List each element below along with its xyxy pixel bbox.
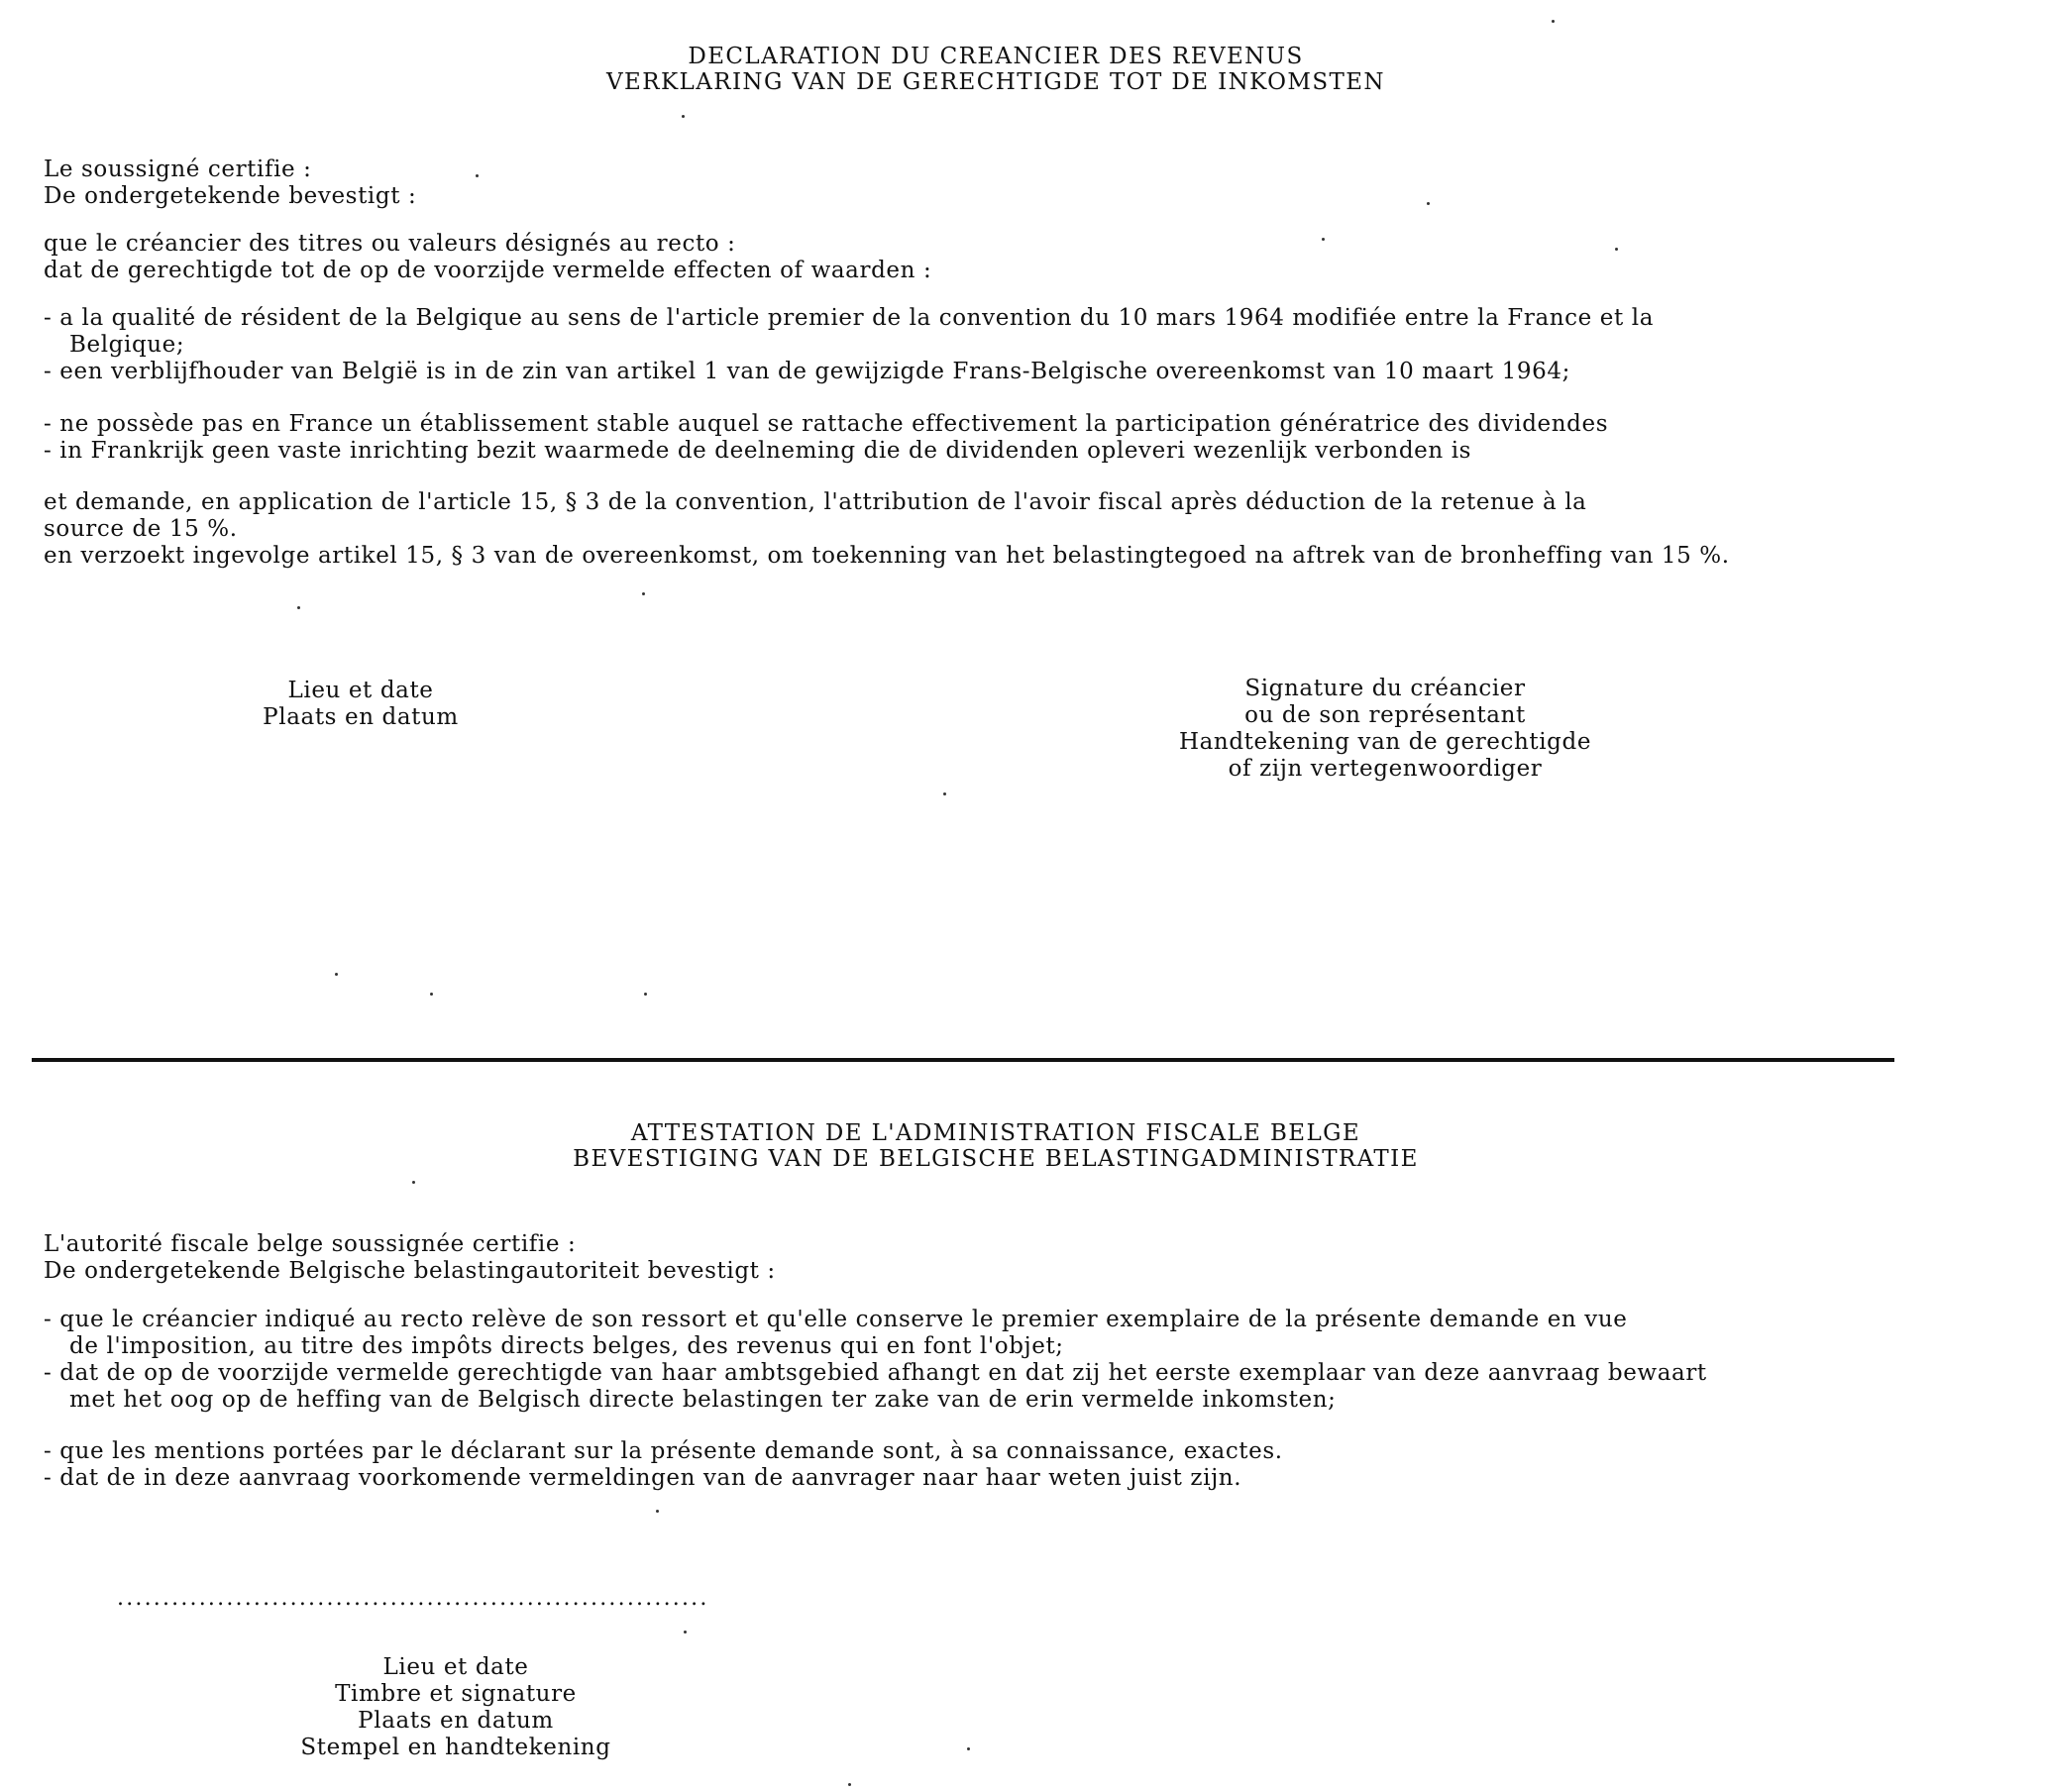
scan-speck <box>412 1181 415 1184</box>
attestation-item-2-nl: - dat de in deze aanvraag voorkomende vermeldingen van de aanvrager naar haar weten juist zijn. <box>44 1465 1242 1491</box>
attestation-stamp-signature-nl: Stempel en handtekening <box>300 1735 611 1760</box>
attestation-dotted-line: ................................................................. <box>117 1586 709 1611</box>
declaration-item-1-fr-cont: Belgique; <box>69 332 185 358</box>
declaration-signature-nl-2: of zijn vertegenwoordiger <box>1228 756 1543 782</box>
scan-speck <box>1322 238 1325 241</box>
scan-speck <box>943 792 946 795</box>
attestation-title-fr: ATTESTATION DE L'ADMINISTRATION FISCALE BELGE <box>630 1120 1361 1146</box>
attestation-intro-fr: L'autorité fiscale belge soussignée certifie : <box>44 1231 577 1257</box>
declaration-request-nl: en verzoekt ingevolge artikel 15, § 3 van de overeenkomst, om toekenning van het belastingtegoed na aftrek van de bronheffing van 15 %. <box>44 543 1730 569</box>
declaration-item-1-fr: - a la qualité de résident de la Belgique au sens de l'article premier de la convention du 10 mars 1964 modifiée entre la France et la <box>44 305 1655 331</box>
declaration-item-1 <box>44 305 1654 385</box>
attestation-item-1 <box>44 1307 1707 1414</box>
declaration-intro-fr: Le soussigné certifie : <box>44 157 312 182</box>
attestation-intro <box>44 1231 776 1285</box>
attestation-item-1-fr: - que le créancier indiqué au recto relève de son ressort et qu'elle conserve le premier exemplaire de la présente demande en vue <box>44 1307 1628 1332</box>
declaration-item-2 <box>44 411 1608 465</box>
attestation-intro-nl: De ondergetekende Belgische belastingautoriteit bevestigt : <box>44 1258 776 1284</box>
attestation-title <box>0 1120 1991 1172</box>
scan-speck <box>656 1510 659 1513</box>
scan-speck <box>682 115 685 118</box>
attestation-place-date-nl: Plaats en datum <box>358 1708 554 1734</box>
attestation-item-2-fr: - que les mentions portées par le déclarant sur la présente demande sont, à sa connaissance, exactes. <box>44 1438 1283 1464</box>
declaration-item-2-fr: - ne possède pas en France un établissement stable auquel se rattache effectivement la participation génératrice des dividendes <box>44 411 1609 437</box>
declaration-signature-fr-1: Signature du créancier <box>1244 676 1526 701</box>
declaration-title-fr: DECLARATION DU CREANCIER DES REVENUS <box>688 44 1304 69</box>
declaration-creditor-nl: dat de gerechtigde tot de op de voorzijde vermelde effecten of waarden : <box>44 258 932 283</box>
declaration-place-date <box>252 678 470 731</box>
scan-speck <box>430 993 433 996</box>
scan-speck <box>642 592 645 595</box>
attestation-title-nl: BEVESTIGING VAN DE BELGISCHE BELASTINGADMINISTRATIE <box>573 1146 1419 1172</box>
scan-speck <box>1427 202 1430 205</box>
scan-speck <box>848 1783 851 1786</box>
attestation-place-date-fr: Lieu et date <box>382 1654 529 1680</box>
scan-speck <box>684 1631 687 1634</box>
scan-speck <box>476 174 479 177</box>
declaration-intro-nl: De ondergetekende bevestigt : <box>44 183 417 209</box>
scan-speck <box>1552 20 1555 23</box>
declaration-place-date-fr: Lieu et date <box>287 678 434 703</box>
scan-speck <box>644 993 647 996</box>
scan-speck <box>1615 248 1618 251</box>
declaration-place-date-nl: Plaats en datum <box>263 704 459 730</box>
declaration-request-fr: et demande, en application de l'article 15, § 3 de la convention, l'attribution de l'avoir fiscal après déduction de la retenue à la <box>44 489 1587 515</box>
declaration-request-fr-cont: source de 15 %. <box>44 516 238 542</box>
attestation-place-date-stamp <box>287 1654 624 1761</box>
scan-speck <box>335 973 338 976</box>
declaration-creditor <box>44 231 931 284</box>
section-divider <box>32 1058 1894 1062</box>
declaration-item-1-nl: - een verblijfhouder van België is in de zin van artikel 1 van de gewijzigde Frans-Belgische overeenkomst van 10 maart 1964; <box>44 359 1570 384</box>
scan-speck <box>297 606 300 609</box>
declaration-intro <box>44 157 416 210</box>
declaration-title-nl: VERKLARING VAN DE GERECHTIGDE TOT DE INKOMSTEN <box>606 69 1385 95</box>
declaration-signature <box>1157 676 1613 783</box>
declaration-signature-fr-2: ou de son représentant <box>1244 702 1526 728</box>
declaration-request <box>44 489 1730 570</box>
declaration-signature-nl-1: Handtekening van de gerechtigde <box>1178 729 1592 755</box>
scan-speck <box>967 1747 970 1750</box>
declaration-item-2-nl: - in Frankrijk geen vaste inrichting bezit waarmede de deelneming die de dividenden opleveri wezenlijk verbonden is <box>44 438 1472 464</box>
attestation-item-1-fr-cont: de l'imposition, au titre des impôts directs belges, des revenus qui en font l'objet; <box>69 1333 1064 1359</box>
attestation-item-1-nl: - dat de op de voorzijde vermelde gerechtigde van haar ambtsgebied afhangt en dat zij het eerste exemplaar van deze aanvraag bewaart <box>44 1360 1707 1386</box>
declaration-creditor-fr: que le créancier des titres ou valeurs désignés au recto : <box>44 231 736 257</box>
attestation-stamp-signature-fr: Timbre et signature <box>335 1681 577 1707</box>
attestation-item-2 <box>44 1438 1283 1492</box>
attestation-item-1-nl-cont: met het oog op de heffing van de Belgisch directe belastingen ter zake van de erin vermelde inkomsten; <box>69 1387 1337 1413</box>
declaration-title <box>0 44 1991 95</box>
